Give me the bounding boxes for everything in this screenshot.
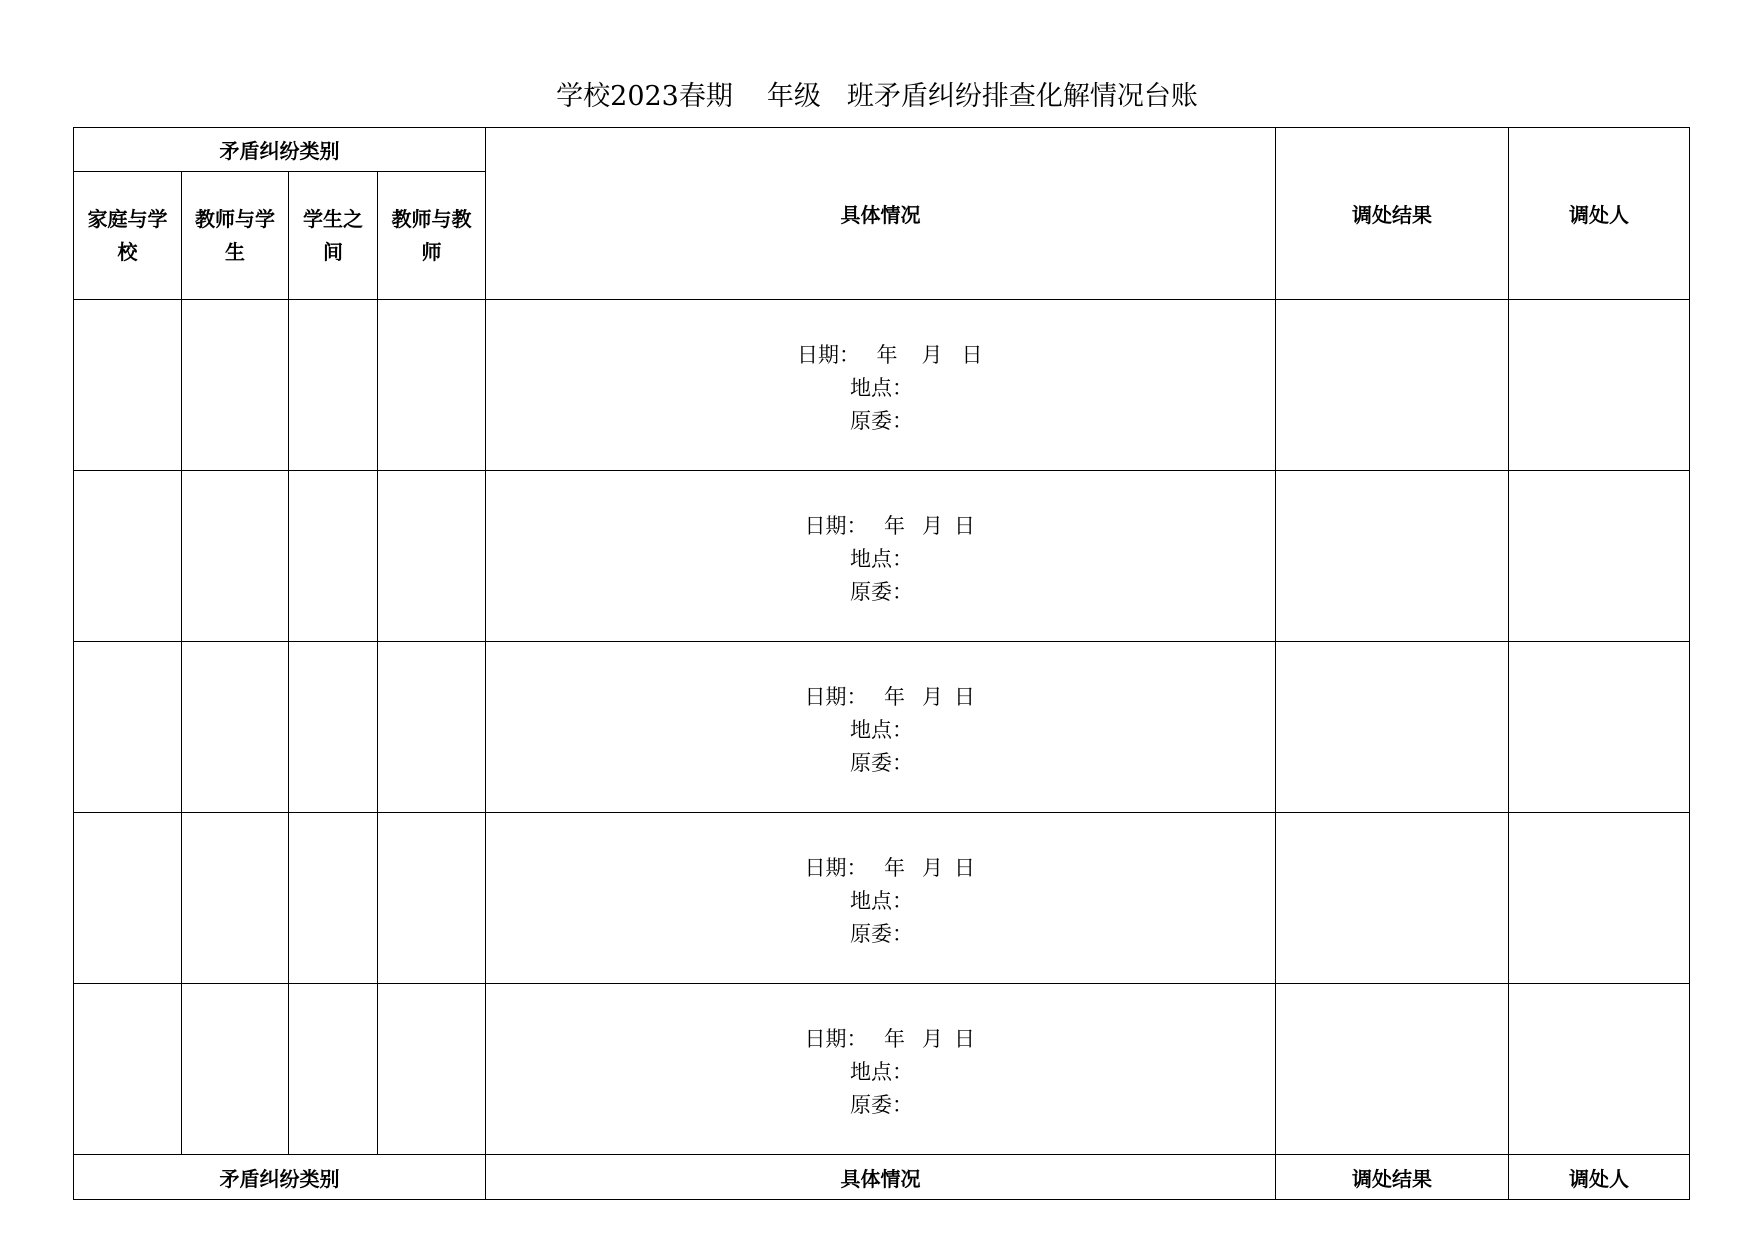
title-school: 学校 bbox=[556, 81, 611, 112]
cell-teacher-teacher[interactable] bbox=[378, 813, 486, 984]
cause-line: 原委： bbox=[850, 580, 913, 604]
cell-result[interactable] bbox=[1276, 984, 1509, 1155]
cell-detail[interactable] bbox=[486, 300, 1276, 471]
date-line: 日期： 年 月 日 bbox=[804, 1027, 975, 1051]
place-line: 地点： bbox=[850, 718, 913, 742]
category-student-student-header: 学生之 间 bbox=[289, 172, 378, 300]
title-year: 2023 bbox=[610, 81, 679, 112]
cell-teacher-student[interactable] bbox=[182, 984, 289, 1155]
dispute-ledger-table bbox=[73, 127, 1690, 1200]
cause-line: 原委： bbox=[850, 922, 913, 946]
cell-handler[interactable] bbox=[1509, 984, 1690, 1155]
cell-family-school[interactable] bbox=[74, 813, 182, 984]
date-line: 日期： 年 月 日 bbox=[804, 856, 975, 880]
cause-line: 原委： bbox=[850, 751, 913, 775]
cell-detail[interactable] bbox=[486, 642, 1276, 813]
place-line: 地点： bbox=[850, 1060, 913, 1084]
cell-teacher-student[interactable] bbox=[182, 813, 289, 984]
title-term: 春期 bbox=[678, 81, 733, 112]
title-grade: 年级 bbox=[766, 81, 821, 112]
table-row bbox=[74, 642, 1690, 813]
table-row bbox=[74, 984, 1690, 1155]
cell-detail[interactable] bbox=[486, 813, 1276, 984]
place-line: 地点： bbox=[850, 889, 913, 913]
cell-handler[interactable] bbox=[1509, 642, 1690, 813]
table-row bbox=[74, 471, 1690, 642]
cell-result[interactable] bbox=[1276, 642, 1509, 813]
result-header: 调处结果 bbox=[1276, 128, 1509, 300]
footer-category-group: 矛盾纠纷类别 bbox=[74, 1155, 486, 1200]
handler-header: 调处人 bbox=[1509, 128, 1690, 300]
category-family-school-header: 家庭与学 校 bbox=[74, 172, 182, 300]
header-row-1 bbox=[74, 128, 1690, 172]
footer-handler: 调处人 bbox=[1509, 1155, 1690, 1200]
cell-handler[interactable] bbox=[1509, 300, 1690, 471]
cell-teacher-teacher[interactable] bbox=[378, 300, 486, 471]
cell-student-student[interactable] bbox=[289, 471, 378, 642]
date-line: 日期： 年 月 日 bbox=[797, 343, 983, 367]
date-line: 日期： 年 月 日 bbox=[804, 685, 975, 709]
date-line: 日期： 年 月 日 bbox=[804, 514, 975, 538]
cause-line: 原委： bbox=[850, 409, 913, 433]
table-row bbox=[74, 813, 1690, 984]
cell-student-student[interactable] bbox=[289, 642, 378, 813]
cell-handler[interactable] bbox=[1509, 471, 1690, 642]
cell-result[interactable] bbox=[1276, 471, 1509, 642]
cell-result[interactable] bbox=[1276, 300, 1509, 471]
category-group-header: 矛盾纠纷类别 bbox=[74, 128, 486, 172]
footer-result: 调处结果 bbox=[1276, 1155, 1509, 1200]
cell-student-student[interactable] bbox=[289, 300, 378, 471]
detail-header: 具体情况 bbox=[486, 128, 1276, 300]
place-line: 地点： bbox=[850, 547, 913, 571]
category-teacher-student-header: 教师与学 生 bbox=[182, 172, 289, 300]
cell-student-student[interactable] bbox=[289, 813, 378, 984]
title-class-ledger: 班矛盾纠纷排查化解情况台账 bbox=[846, 81, 1198, 112]
cell-detail[interactable] bbox=[486, 984, 1276, 1155]
cell-handler[interactable] bbox=[1509, 813, 1690, 984]
category-teacher-teacher-header: 教师与教 师 bbox=[378, 172, 486, 300]
place-line: 地点： bbox=[850, 376, 913, 400]
cell-detail[interactable] bbox=[486, 471, 1276, 642]
cell-teacher-student[interactable] bbox=[182, 642, 289, 813]
cell-teacher-student[interactable] bbox=[182, 300, 289, 471]
cell-teacher-student[interactable] bbox=[182, 471, 289, 642]
cell-teacher-teacher[interactable] bbox=[378, 471, 486, 642]
footer-row bbox=[74, 1155, 1690, 1200]
cell-family-school[interactable] bbox=[74, 984, 182, 1155]
cell-student-student[interactable] bbox=[289, 984, 378, 1155]
cell-result[interactable] bbox=[1276, 813, 1509, 984]
cell-teacher-teacher[interactable] bbox=[378, 984, 486, 1155]
cell-teacher-teacher[interactable] bbox=[378, 642, 486, 813]
cell-family-school[interactable] bbox=[74, 642, 182, 813]
page-title bbox=[0, 74, 1754, 113]
cell-family-school[interactable] bbox=[74, 300, 182, 471]
table-row bbox=[74, 300, 1690, 471]
cell-family-school[interactable] bbox=[74, 471, 182, 642]
footer-detail: 具体情况 bbox=[486, 1155, 1276, 1200]
cause-line: 原委： bbox=[850, 1093, 913, 1117]
